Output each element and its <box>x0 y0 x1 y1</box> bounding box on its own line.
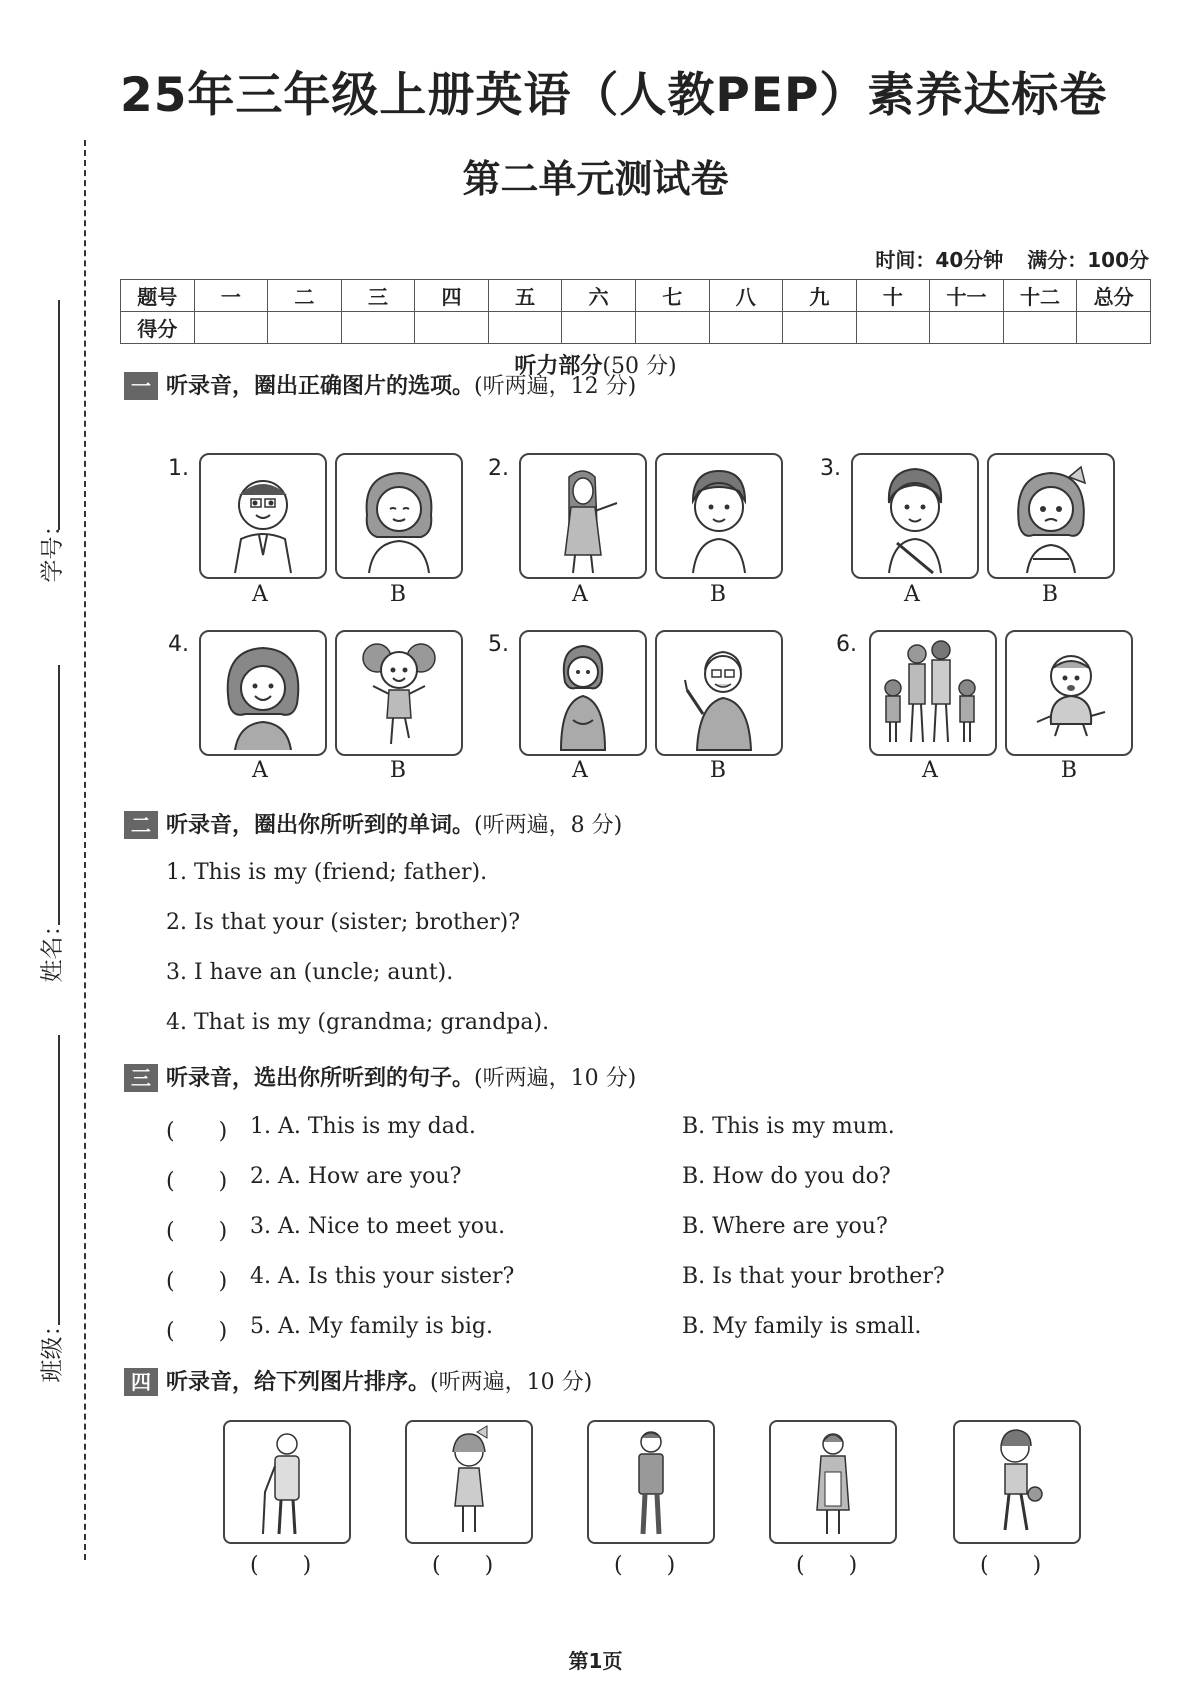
option-a-label: A <box>572 582 588 607</box>
section2-item: 1. This is my (friend; father). <box>166 860 488 885</box>
answer-blank[interactable]: ( ) <box>166 1269 228 1294</box>
section3-option-b: B. How do you do? <box>682 1164 891 1189</box>
score-input-cell[interactable] <box>194 312 268 344</box>
score-input-cell[interactable] <box>783 312 857 344</box>
s1-q3-option-a-boy-picture[interactable] <box>851 453 979 579</box>
section3-option-b: B. Is that your brother? <box>682 1264 945 1289</box>
score-cell: 七 <box>635 280 709 312</box>
section3-option-a: 1. A. This is my dad. <box>250 1114 476 1139</box>
answer-blank[interactable]: ( ) <box>166 1219 228 1244</box>
s1-q1-option-b-woman-picture[interactable] <box>335 453 463 579</box>
s4-picture-boy-with-toy <box>953 1420 1081 1544</box>
section3-note: (听两遍，10 分) <box>474 1066 637 1091</box>
s1-q5-option-a-mother-picture[interactable] <box>519 630 647 756</box>
section3-badge: 三 <box>124 1064 158 1092</box>
score-input-cell[interactable] <box>709 312 783 344</box>
section3-option-b: B. This is my mum. <box>682 1114 895 1139</box>
section3-option-b: B. My family is small. <box>682 1314 922 1339</box>
score-cell: 九 <box>783 280 857 312</box>
score-cell: 一 <box>194 280 268 312</box>
s1-q6-option-a-family-picture[interactable] <box>869 630 997 756</box>
score-cell: 十二 <box>1003 280 1077 312</box>
s1-q3-option-b-girl-bow-picture[interactable] <box>987 453 1115 579</box>
s1-q2-option-b-boy-picture[interactable] <box>655 453 783 579</box>
option-b-label: B <box>709 758 727 783</box>
section3-option-a: 2. A. How are you? <box>250 1164 462 1189</box>
section4-title <box>124 1365 592 1396</box>
s1-q3-num: 3. <box>820 456 841 481</box>
score-table-header-row <box>121 280 1151 312</box>
s1-q6-option-b-baby-picture[interactable] <box>1005 630 1133 756</box>
s1-q2-num: 2. <box>488 456 509 481</box>
option-b-label: B <box>389 582 407 607</box>
score-table <box>120 279 1151 344</box>
exam-title: 25年三年级上册英语（人教PEP）素养达标卷 <box>120 68 1108 123</box>
section3-title <box>124 1061 636 1092</box>
answer-blank[interactable]: ( ) <box>166 1119 228 1144</box>
score-cell: 八 <box>709 280 783 312</box>
section2-item: 2. Is that your (sister; brother)? <box>166 910 521 935</box>
s1-q5-option-b-grandfather-picture[interactable] <box>655 630 783 756</box>
answer-blank[interactable]: ( ) <box>980 1553 1042 1578</box>
section3-title-text: 听录音，选出你所听到的句子。 <box>166 1066 475 1091</box>
section2-title-text: 听录音，圈出你所听到的单词。 <box>166 813 475 838</box>
answer-blank[interactable]: ( ) <box>614 1553 676 1578</box>
option-b-label: B <box>1041 582 1059 607</box>
score-cell: 六 <box>562 280 636 312</box>
section2-note: (听两遍，8 分) <box>474 813 623 838</box>
score-input-cell[interactable] <box>1077 312 1151 344</box>
section3-option-a: 3. A. Nice to meet you. <box>250 1214 506 1239</box>
score-cell: 四 <box>415 280 489 312</box>
option-a-label: A <box>904 582 920 607</box>
s1-q1-num: 1. <box>168 456 189 481</box>
section3-option-b: B. Where are you? <box>682 1214 888 1239</box>
section2-item: 3. I have an (uncle; aunt). <box>166 960 454 985</box>
option-b-label: B <box>1060 758 1078 783</box>
s4-picture-girl-with-bow <box>405 1420 533 1544</box>
option-a-label: A <box>252 582 268 607</box>
score-cell: 二 <box>268 280 342 312</box>
class-label: 班级： <box>39 1313 66 1383</box>
score-row-label: 得分 <box>121 312 195 344</box>
section4-badge: 四 <box>124 1368 158 1396</box>
s1-q5-num: 5. <box>488 632 509 657</box>
score-cell: 题号 <box>121 280 195 312</box>
exam-subtitle: 第二单元测试卷 <box>462 157 729 201</box>
answer-blank[interactable]: ( ) <box>796 1553 858 1578</box>
section1-badge: 一 <box>124 372 158 400</box>
s1-q4-option-a-woman-picture[interactable] <box>199 630 327 756</box>
score-cell: 五 <box>488 280 562 312</box>
score-input-cell[interactable] <box>562 312 636 344</box>
option-a-label: A <box>252 758 268 783</box>
score-input-cell[interactable] <box>268 312 342 344</box>
score-cell: 十 <box>856 280 930 312</box>
score-input-cell[interactable] <box>415 312 489 344</box>
score-input-cell[interactable] <box>488 312 562 344</box>
option-b-label: B <box>709 582 727 607</box>
section3-option-a: 4. A. Is this your sister? <box>250 1264 515 1289</box>
class-field[interactable] <box>30 1035 80 1405</box>
time-limit: 时间：40分钟 <box>875 248 1004 272</box>
student-id-field[interactable] <box>30 300 80 600</box>
score-input-cell[interactable] <box>635 312 709 344</box>
answer-blank[interactable]: ( ) <box>166 1319 228 1344</box>
section4-title-text: 听录音，给下列图片排序。 <box>166 1370 431 1395</box>
score-table-score-row <box>121 312 1151 344</box>
section1-title <box>124 369 636 400</box>
option-a-label: A <box>922 758 938 783</box>
section3-option-a: 5. A. My family is big. <box>250 1314 493 1339</box>
score-input-cell[interactable] <box>341 312 415 344</box>
s1-q6-num: 6. <box>836 632 857 657</box>
full-score: 满分：100分 <box>1027 248 1149 272</box>
section2-title <box>124 808 622 839</box>
page-number: 第1页 <box>568 1649 623 1673</box>
score-input-cell[interactable] <box>856 312 930 344</box>
answer-blank[interactable]: ( ) <box>432 1553 494 1578</box>
score-cell: 十一 <box>930 280 1004 312</box>
option-b-label: B <box>389 758 407 783</box>
time-and-score-info <box>851 244 1149 273</box>
s4-picture-woman-apron <box>769 1420 897 1544</box>
section1-note: (听两遍，12 分) <box>474 374 637 399</box>
section4-note: (听两遍，10 分) <box>430 1370 593 1395</box>
score-input-cell[interactable] <box>930 312 1004 344</box>
name-label: 姓名： <box>39 913 66 983</box>
listening-title-text: 听力部分 <box>514 354 603 379</box>
score-input-cell[interactable] <box>1003 312 1077 344</box>
score-cell: 三 <box>341 280 415 312</box>
option-a-label: A <box>572 758 588 783</box>
student-id-label: 学号： <box>39 513 66 583</box>
s1-q4-option-b-girl-jumping-picture[interactable] <box>335 630 463 756</box>
listening-score: (50 分) <box>602 354 677 379</box>
section2-item: 4. That is my (grandma; grandpa). <box>166 1010 550 1035</box>
s1-q1-option-a-man-glasses-picture[interactable] <box>199 453 327 579</box>
s1-q2-option-a-girl-picture[interactable] <box>519 453 647 579</box>
section2-badge: 二 <box>124 811 158 839</box>
score-cell: 总分 <box>1077 280 1151 312</box>
s4-picture-grandpa-with-cane <box>223 1420 351 1544</box>
name-field[interactable] <box>30 665 80 1005</box>
section1-title-text: 听录音，圈出正确图片的选项。 <box>166 374 475 399</box>
answer-blank[interactable]: ( ) <box>250 1553 312 1578</box>
s4-picture-man-standing <box>587 1420 715 1544</box>
s1-q4-num: 4. <box>168 632 189 657</box>
answer-blank[interactable]: ( ) <box>166 1169 228 1194</box>
